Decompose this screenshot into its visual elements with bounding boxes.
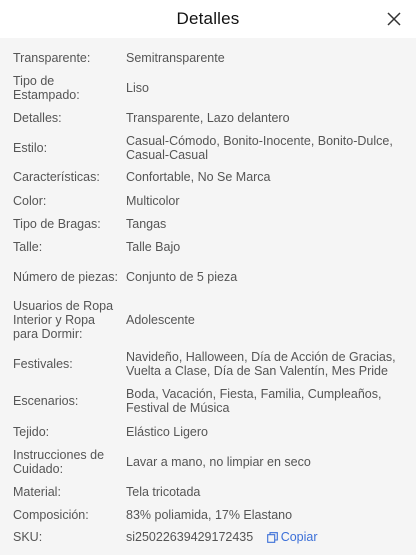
detail-value: Navideño, Halloween, Día de Acción de Gracias, Vuelta a Clase, Día de San Valentín, Mes Pride <box>126 350 396 378</box>
detail-label: Material: <box>13 485 61 499</box>
detail-label: SKU: <box>13 530 43 544</box>
detail-label: Transparente: <box>13 51 91 65</box>
detail-row <box>0 504 416 526</box>
detail-label: Detalles: <box>13 111 62 125</box>
detail-label: Características: <box>13 170 100 184</box>
copy-sku-button[interactable] <box>267 530 318 544</box>
detail-row <box>0 190 416 212</box>
header <box>0 0 416 38</box>
detail-row <box>0 164 416 190</box>
detail-value: Conjunto de 5 pieza <box>126 270 238 284</box>
detail-value: Multicolor <box>126 194 180 208</box>
detail-row <box>0 236 416 258</box>
detail-value: Tangas <box>126 217 167 231</box>
detail-value: Semitransparente <box>126 51 225 65</box>
detail-label: Escenarios: <box>13 394 79 408</box>
copy-icon <box>267 532 278 543</box>
detail-value: Lavar a mano, no limpiar en seco <box>126 455 311 469</box>
detail-label: Tipo de Estampado: <box>13 74 80 102</box>
detail-value: Casual-Cómodo, Bonito-Inocente, Bonito-Dulce, Casual-Casual <box>126 134 393 162</box>
detail-row <box>0 526 416 548</box>
detail-label: Festivales: <box>13 357 73 371</box>
detail-row <box>0 72 416 104</box>
detail-label: Tipo de Bragas: <box>13 217 101 231</box>
detail-row <box>0 260 416 294</box>
detail-label: Composición: <box>13 508 89 522</box>
detail-value: Liso <box>126 81 149 95</box>
detail-row <box>0 348 416 380</box>
sku-value: si25022639429172435 <box>126 529 254 544</box>
detail-label: Instrucciones de Cuidado: <box>13 448 105 476</box>
detail-row <box>0 446 416 478</box>
detail-row <box>0 104 416 132</box>
detail-value: Talle Bajo <box>126 240 181 254</box>
detail-label: Número de piezas: <box>13 270 118 284</box>
detail-row <box>0 44 416 72</box>
detail-value: Confortable, No Se Marca <box>126 170 271 184</box>
detail-row <box>0 385 416 417</box>
detail-row <box>0 298 416 342</box>
detail-label: Usuarios de Ropa Interior y Ropa para Dormir: <box>13 299 114 341</box>
detail-label: Estilo: <box>13 141 48 155</box>
close-button[interactable] <box>382 7 406 31</box>
page-title: Detalles <box>176 9 240 28</box>
detail-value: 83% poliamida, 17% Elastano <box>126 508 293 522</box>
detail-label: Color: <box>13 194 47 208</box>
sku-value-wrap <box>126 530 411 545</box>
detail-value: Transparente, Lazo delantero <box>126 111 290 125</box>
detail-label: Talle: <box>13 240 43 254</box>
copy-sku-label: Copiar <box>280 530 318 545</box>
close-icon <box>387 12 401 26</box>
detail-row <box>0 132 416 164</box>
detail-row <box>0 421 416 443</box>
detail-row <box>0 481 416 503</box>
detail-value: Adolescente <box>126 313 195 327</box>
detail-label: Tejido: <box>13 425 50 439</box>
details-list <box>0 38 416 555</box>
detail-value: Boda, Vacación, Fiesta, Familia, Cumpleaños, Festival de Música <box>126 387 382 415</box>
detail-row <box>0 212 416 236</box>
detail-value: Elástico Ligero <box>126 425 208 439</box>
detail-value: Tela tricotada <box>126 485 201 499</box>
